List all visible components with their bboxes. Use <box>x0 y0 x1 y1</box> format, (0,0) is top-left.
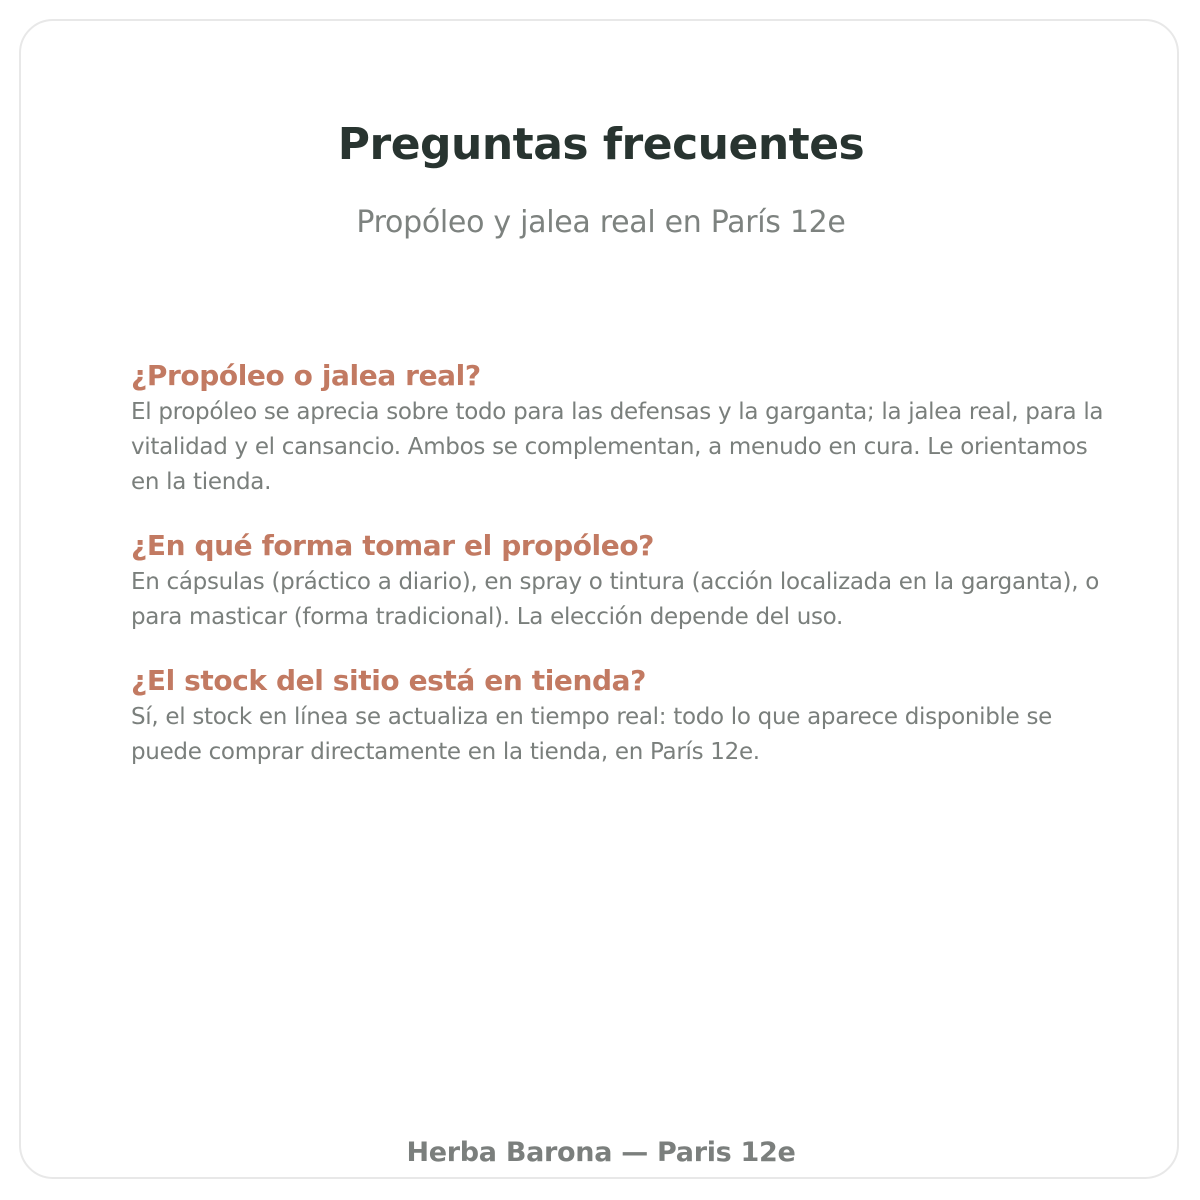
faq-answer: El propóleo se aprecia sobre todo para las defensas y la garganta; la jalea real, para la vitalidad y el cansancio. Ambos se complementan, a menudo en cura. Le orientamos en la tienda. <box>131 399 1104 495</box>
faq-question: ¿Propóleo o jalea real? <box>131 359 481 392</box>
faq-item <box>131 357 1121 500</box>
footer-brand: Herba Barona — Paris 12e <box>406 1137 796 1168</box>
faq-answer: Sí, el stock en línea se actualiza en tiempo real: todo lo que aparece disponible se puede comprar directamente en la tienda, en París 12e. <box>131 704 1053 765</box>
faq-question: ¿En qué forma tomar el propóleo? <box>131 529 655 562</box>
faq-item <box>131 662 1121 770</box>
faq-answer: En cápsulas (práctico a diario), en spray o tintura (acción localizada en la garganta), o para masticar (forma tradicional). La elección depende del uso. <box>131 569 1100 630</box>
page-subtitle: Propóleo y jalea real en París 12e <box>356 205 846 240</box>
page-title: Preguntas frecuentes <box>337 119 865 170</box>
faq-item <box>131 527 1121 635</box>
faq-question: ¿El stock del sitio está en tienda? <box>131 664 647 697</box>
faq-card <box>19 19 1179 1179</box>
faq-list <box>131 357 1121 797</box>
